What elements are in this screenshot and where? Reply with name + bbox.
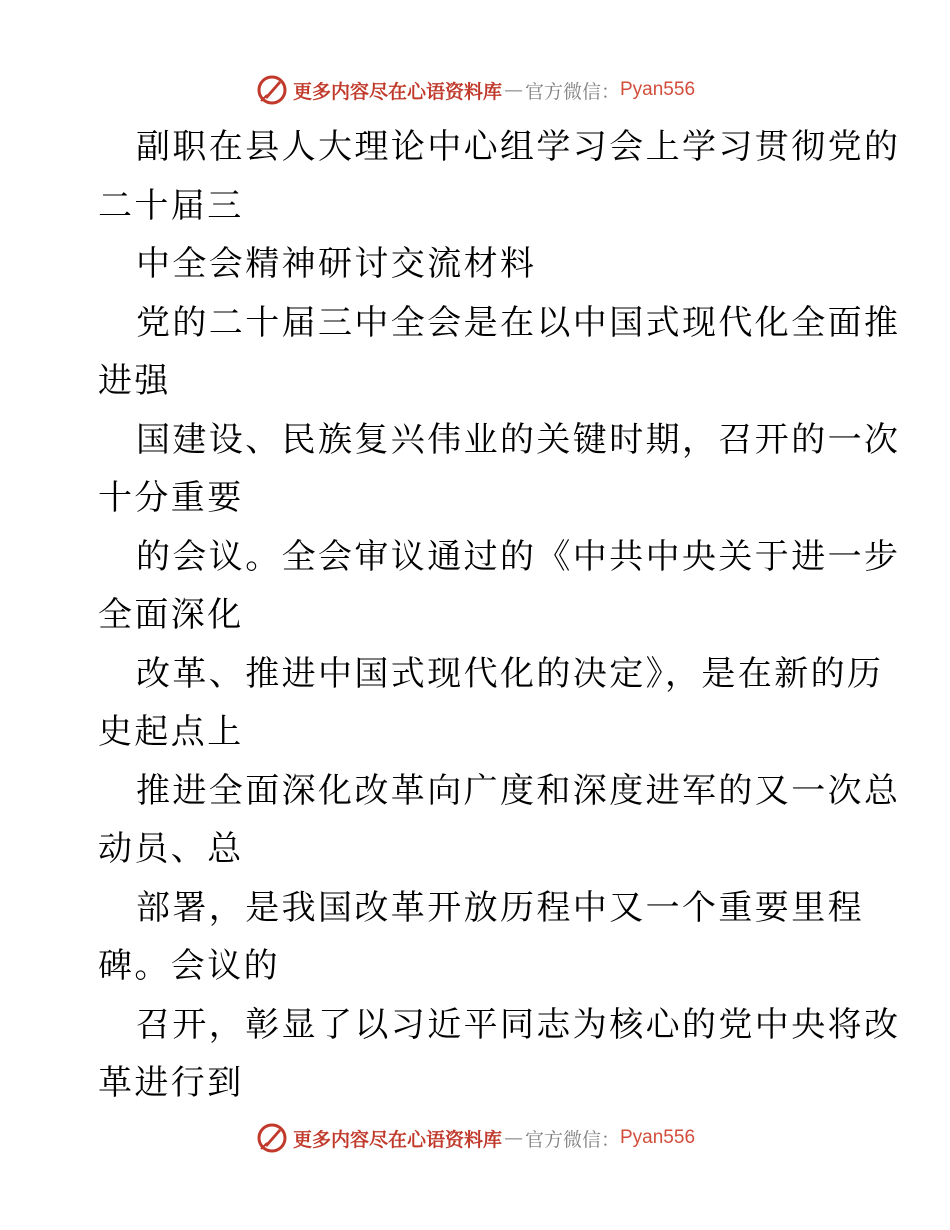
text-line: 十分重要 (98, 478, 244, 518)
wechat-id: Pyan556 (620, 79, 696, 100)
text-line: 二十届三 (98, 185, 244, 226)
text-line: 部署，是我国改革开放历程中又一个重要里程 (136, 887, 864, 928)
brand-text: 更多内容尽在心语资料库 (292, 1128, 502, 1151)
text-line: 改革、推进中国式现代化的决定》，是在新的历 (136, 653, 884, 694)
text-line: 史起点上 (98, 712, 244, 752)
separator: — (503, 79, 523, 101)
quill-logo-icon (255, 1121, 289, 1155)
text-line: 动员、总 (98, 829, 244, 869)
text-line: 党的二十届三中全会是在以中国式现代化全面推 (136, 302, 901, 343)
text-line: 国建设、民族复兴伟业的关键时期，召开的一次 (136, 419, 901, 460)
header-watermark (0, 70, 950, 110)
official-label: 官方微信： (524, 80, 620, 103)
text-line: 全面深化 (98, 595, 244, 635)
quill-logo-icon (255, 73, 289, 107)
text-line: 中全会精神研讨交流材料 (136, 244, 537, 284)
text-line: 副职在县人大理论中心组学习会上学习贯彻党的 (136, 127, 901, 167)
text-line: 碑。会议的 (98, 946, 280, 986)
document-body (98, 118, 901, 1113)
official-label: 官方微信： (524, 1128, 620, 1151)
text-line: 进强 (98, 361, 171, 401)
separator: — (503, 1127, 523, 1149)
text-line: 推进全面深化改革向广度和深度进军的又一次总 (136, 770, 901, 811)
text-line: 的会议。全会审议通过的《中共中央关于进一步 (136, 536, 901, 577)
text-line: 召开，彰显了以习近平同志为核心的党中央将改 (136, 1004, 901, 1045)
brand-text: 更多内容尽在心语资料库 (292, 80, 502, 103)
text-line: 革进行到 (98, 1063, 244, 1103)
footer-watermark (0, 1118, 950, 1158)
wechat-id: Pyan556 (620, 1127, 696, 1148)
